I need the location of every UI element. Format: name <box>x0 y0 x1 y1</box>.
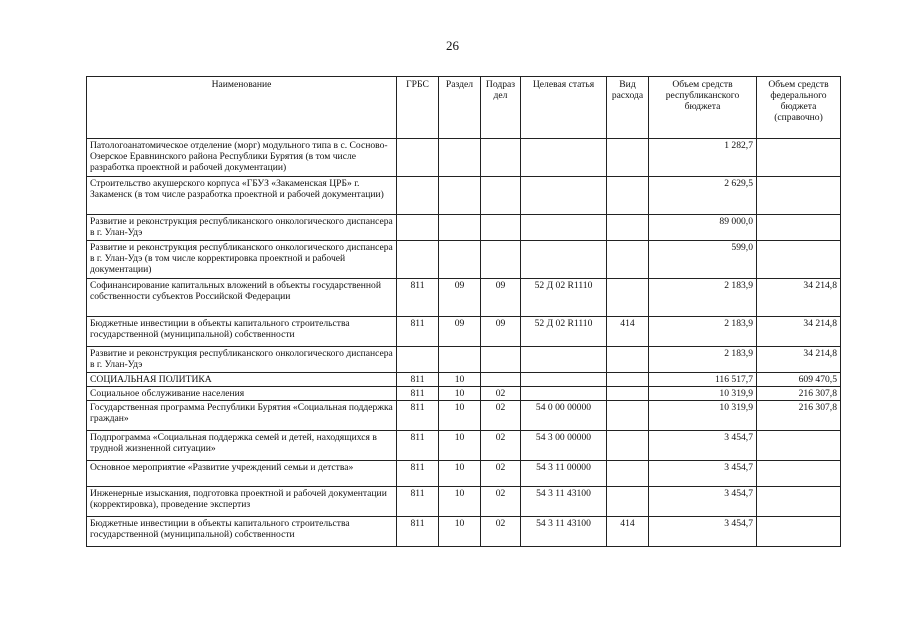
cell-vid <box>607 177 649 215</box>
cell-fed-budget <box>757 215 841 241</box>
cell-podrazdel: 02 <box>481 461 521 487</box>
cell-rep-budget: 2 629,5 <box>649 177 757 215</box>
budget-table <box>86 76 841 547</box>
header-podrazdel: Подраз дел <box>481 77 521 139</box>
cell-target: 54 3 11 43100 <box>521 487 607 517</box>
cell-grbs <box>397 177 439 215</box>
cell-podrazdel <box>481 215 521 241</box>
cell-razdel: 09 <box>439 279 481 317</box>
cell-target <box>521 215 607 241</box>
cell-target <box>521 387 607 401</box>
cell-vid: 414 <box>607 317 649 347</box>
page-number: 26 <box>446 38 459 53</box>
cell-fed-budget <box>757 461 841 487</box>
cell-podrazdel: 09 <box>481 317 521 347</box>
cell-grbs <box>397 241 439 279</box>
cell-name: Социальное обслуживание населения <box>87 387 397 401</box>
cell-razdel: 10 <box>439 461 481 487</box>
header-name: Наименование <box>87 77 397 139</box>
cell-fed-budget <box>757 517 841 547</box>
cell-grbs: 811 <box>397 317 439 347</box>
table-row <box>87 517 841 547</box>
cell-target: 54 3 11 00000 <box>521 461 607 487</box>
cell-podrazdel <box>481 347 521 373</box>
cell-fed-budget <box>757 487 841 517</box>
table-row <box>87 401 841 431</box>
cell-podrazdel: 02 <box>481 487 521 517</box>
table-row <box>87 215 841 241</box>
cell-razdel <box>439 139 481 177</box>
table-row <box>87 373 841 387</box>
cell-fed-budget: 34 214,8 <box>757 279 841 317</box>
cell-name: СОЦИАЛЬНАЯ ПОЛИТИКА <box>87 373 397 387</box>
cell-razdel: 10 <box>439 431 481 461</box>
cell-fed-budget: 609 470,5 <box>757 373 841 387</box>
cell-vid <box>607 461 649 487</box>
cell-grbs: 811 <box>397 401 439 431</box>
cell-vid <box>607 241 649 279</box>
cell-grbs: 811 <box>397 461 439 487</box>
cell-razdel <box>439 177 481 215</box>
cell-razdel <box>439 347 481 373</box>
table-row <box>87 461 841 487</box>
cell-fed-budget <box>757 431 841 461</box>
table-row <box>87 347 841 373</box>
cell-grbs: 811 <box>397 373 439 387</box>
cell-podrazdel: 02 <box>481 401 521 431</box>
cell-podrazdel <box>481 373 521 387</box>
header-grbs: ГРБС <box>397 77 439 139</box>
cell-rep-budget: 10 319,9 <box>649 401 757 431</box>
cell-rep-budget: 2 183,9 <box>649 347 757 373</box>
table-row <box>87 487 841 517</box>
cell-razdel <box>439 215 481 241</box>
table-row <box>87 431 841 461</box>
cell-name: Развитие и реконструкция республиканского онкологического диспансера в г. Улан-Удэ <box>87 215 397 241</box>
table-row <box>87 241 841 279</box>
cell-podrazdel <box>481 139 521 177</box>
cell-grbs <box>397 215 439 241</box>
cell-vid <box>607 373 649 387</box>
cell-grbs: 811 <box>397 279 439 317</box>
header-vid: Вид расхода <box>607 77 649 139</box>
cell-fed-budget: 216 307,8 <box>757 387 841 401</box>
cell-fed-budget <box>757 241 841 279</box>
cell-vid <box>607 431 649 461</box>
cell-target: 54 0 00 00000 <box>521 401 607 431</box>
cell-name: Основное мероприятие «Развитие учреждений семьи и детства» <box>87 461 397 487</box>
header-razdel: Раздел <box>439 77 481 139</box>
header-fed-budget: Объем средств федерального бюджета (справочно) <box>757 77 841 139</box>
cell-rep-budget: 3 454,7 <box>649 517 757 547</box>
cell-fed-budget <box>757 139 841 177</box>
cell-fed-budget: 216 307,8 <box>757 401 841 431</box>
cell-fed-budget: 34 214,8 <box>757 317 841 347</box>
cell-razdel: 10 <box>439 387 481 401</box>
cell-podrazdel: 09 <box>481 279 521 317</box>
cell-target <box>521 373 607 387</box>
cell-vid <box>607 487 649 517</box>
cell-rep-budget: 1 282,7 <box>649 139 757 177</box>
cell-vid: 414 <box>607 517 649 547</box>
cell-grbs: 811 <box>397 387 439 401</box>
cell-podrazdel <box>481 177 521 215</box>
cell-podrazdel: 02 <box>481 431 521 461</box>
cell-razdel: 10 <box>439 373 481 387</box>
cell-grbs <box>397 347 439 373</box>
header-rep-budget: Объем средств республиканского бюджета <box>649 77 757 139</box>
cell-grbs: 811 <box>397 431 439 461</box>
cell-rep-budget: 10 319,9 <box>649 387 757 401</box>
table-row <box>87 387 841 401</box>
cell-grbs <box>397 139 439 177</box>
cell-name: Развитие и реконструкция республиканского онкологического диспансера в г. Улан-Удэ (в том числе корректировка проектной и рабочей документации) <box>87 241 397 279</box>
cell-razdel: 10 <box>439 517 481 547</box>
cell-razdel: 10 <box>439 401 481 431</box>
cell-rep-budget: 2 183,9 <box>649 279 757 317</box>
cell-rep-budget: 3 454,7 <box>649 431 757 461</box>
cell-razdel: 09 <box>439 317 481 347</box>
cell-name: Бюджетные инвестиции в объекты капитального строительства государственной (муниципальной) собственности <box>87 317 397 347</box>
cell-name: Бюджетные инвестиции в объекты капитального строительства государственной (муниципальной) собственности <box>87 517 397 547</box>
header-target: Целевая статья <box>521 77 607 139</box>
cell-razdel: 10 <box>439 487 481 517</box>
cell-rep-budget: 3 454,7 <box>649 461 757 487</box>
cell-podrazdel: 02 <box>481 517 521 547</box>
cell-name: Подпрограмма «Социальная поддержка семей и детей, находящихся в трудной жизненной ситуации» <box>87 431 397 461</box>
cell-name: Инженерные изыскания, подготовка проектной и рабочей документации (корректировка), проведение экспертиз <box>87 487 397 517</box>
cell-target: 52 Д 02 R1110 <box>521 317 607 347</box>
cell-rep-budget: 116 517,7 <box>649 373 757 387</box>
table-row <box>87 317 841 347</box>
cell-grbs: 811 <box>397 517 439 547</box>
cell-vid <box>607 279 649 317</box>
cell-name: Развитие и реконструкция республиканского онкологического диспансера в г. Улан-Удэ <box>87 347 397 373</box>
table-header-row <box>87 77 841 139</box>
table-row <box>87 177 841 215</box>
table-row <box>87 139 841 177</box>
cell-name: Патологоанатомическое отделение (морг) модульного типа в с. Сосново-Озерское Еравнинского района Республики Бурятия (в том числе разработка проектной и рабочей документации) <box>87 139 397 177</box>
cell-target: 54 3 11 43100 <box>521 517 607 547</box>
cell-razdel <box>439 241 481 279</box>
cell-target <box>521 241 607 279</box>
cell-grbs: 811 <box>397 487 439 517</box>
cell-podrazdel: 02 <box>481 387 521 401</box>
table-row <box>87 279 841 317</box>
cell-vid <box>607 401 649 431</box>
cell-fed-budget <box>757 177 841 215</box>
cell-rep-budget: 89 000,0 <box>649 215 757 241</box>
cell-vid <box>607 387 649 401</box>
cell-name: Строительство акушерского корпуса «ГБУЗ «Закаменская ЦРБ» г. Закаменск (в том числе разработка проектной и рабочей документации) <box>87 177 397 215</box>
cell-target <box>521 139 607 177</box>
cell-rep-budget: 599,0 <box>649 241 757 279</box>
cell-vid <box>607 347 649 373</box>
cell-fed-budget: 34 214,8 <box>757 347 841 373</box>
cell-rep-budget: 3 454,7 <box>649 487 757 517</box>
cell-name: Софинансирование капитальных вложений в объекты государственной собственности субъектов Российской Федерации <box>87 279 397 317</box>
cell-vid <box>607 139 649 177</box>
cell-target <box>521 347 607 373</box>
cell-target <box>521 177 607 215</box>
cell-name: Государственная программа Республики Бурятия «Социальная поддержка граждан» <box>87 401 397 431</box>
cell-vid <box>607 215 649 241</box>
cell-rep-budget: 2 183,9 <box>649 317 757 347</box>
cell-target: 54 3 00 00000 <box>521 431 607 461</box>
cell-podrazdel <box>481 241 521 279</box>
cell-target: 52 Д 02 R1110 <box>521 279 607 317</box>
